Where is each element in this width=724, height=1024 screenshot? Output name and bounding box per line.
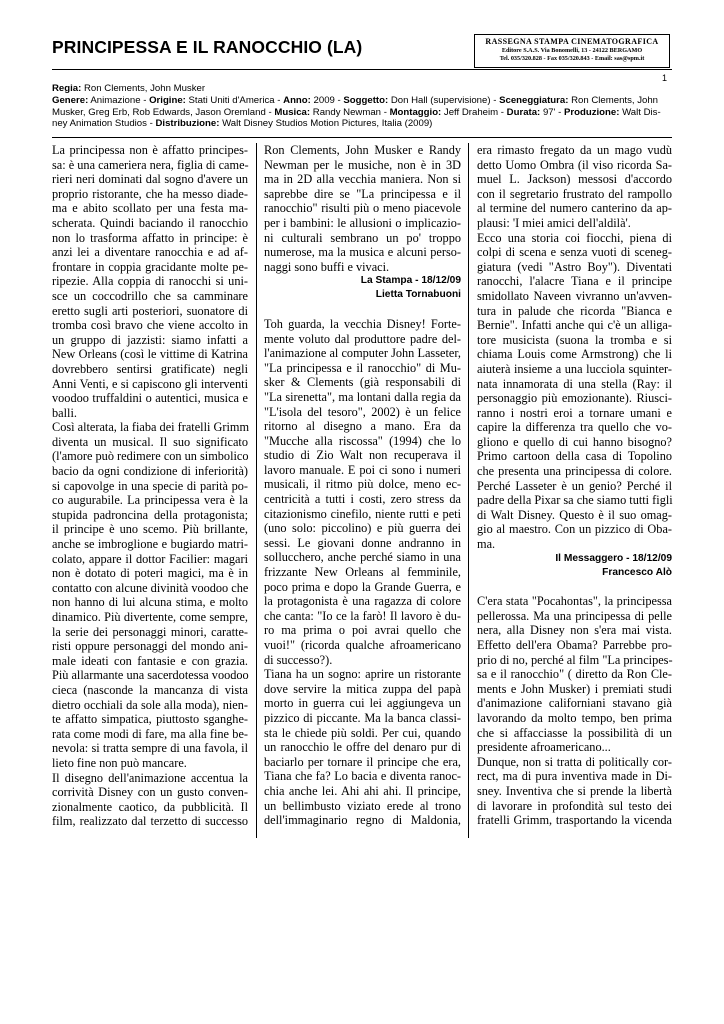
text-line: ritorno al disegno a mano. Era da	[264, 419, 461, 434]
text-line: naggi sono buffi e vivaci.	[264, 259, 390, 274]
text-line: gio al maestro. Con un pizzico di Oba-	[477, 522, 672, 537]
publisher-box	[474, 34, 670, 68]
text-line: che si affacciasse la possibilità di un	[477, 725, 672, 740]
text-line: eretto sugli arti posteriori, suonatore di	[52, 303, 248, 318]
text-line: chiama Louis come Armstrong) che li	[477, 347, 672, 362]
text-line: nera, alla Disney non s'era mai vista.	[477, 623, 672, 638]
text-line: non lo trasforma affatto in principe: è	[52, 230, 248, 245]
text-line: baciarlo per tornare il principe che era,	[264, 754, 461, 769]
text-line: Più allarmante una sacerdotessa voodoo	[52, 668, 249, 683]
text-line: era rimasto fregato da un mago vudù	[477, 143, 672, 157]
credits-line-3: Musker, Greg Erb, Rob Edwards, Jason Oremland - Musica: Randy Newman - Montaggio: Jeff Draheim - Durata: 97' - Produzione: Walt Dis-	[52, 106, 661, 118]
text-line: cieca (nasconde la mancanza di vista	[52, 682, 248, 697]
text-line: dinamico. Più divertente, come sempre,	[52, 610, 248, 624]
text-line: co augurabile. La principessa vera è la	[52, 493, 248, 508]
text-line: personaggio più emozionante). Riusci-	[477, 391, 672, 406]
column-divider-2	[468, 143, 469, 838]
text-line: un ranocchio le offre del denaro pur di	[264, 740, 461, 755]
text-line: anzi lei a diventare ranocchia e ad af-	[52, 245, 248, 260]
text-line: sker & Clements (già responsabili di	[264, 375, 461, 390]
text-line: (uno solo: piccolino) e più guerra dei	[264, 521, 461, 536]
page-number: 1	[662, 73, 668, 83]
text-line: padre della Pixar sa che siamo tutti figli	[477, 493, 673, 508]
article-column-1	[52, 143, 248, 829]
text-line: "La sirenetta", ma lontani dalla regia da	[264, 389, 461, 404]
text-line: di successo?).	[264, 652, 333, 667]
article-column-3	[477, 143, 672, 828]
text-line: un gruppo di jazzisti: siamo infatti a	[52, 332, 248, 347]
text-line: dovrebbero sentirsi gratificate) negli	[52, 361, 248, 376]
header-rule	[52, 69, 672, 70]
text-line: corrività Disney con un gusto conven-	[52, 785, 248, 800]
text-line: tromba così bravo che viene accolto in	[52, 318, 248, 333]
text-line: lieto fine non può mancare.	[52, 755, 187, 770]
text-line: Primo cartoon della casa di Topolino	[477, 449, 672, 464]
text-line: tura in palude che ricorda "Bianca e	[477, 303, 672, 318]
text-line: non è dotato di poteri magici, ma è in	[52, 566, 248, 581]
text-line: rata come modi di fare, ma alla fine be-	[52, 726, 248, 741]
text-line: giatura (vedi "Astro Boy"). Diventati	[477, 259, 672, 274]
text-line: studio di Zio Walt non recuperava il	[264, 448, 461, 463]
text-line: ranno i nostri eroi a tornare umani e	[477, 405, 672, 420]
text-line: morto in guerra cui lei aggiungeva un	[264, 696, 461, 711]
article-column-2	[264, 143, 461, 828]
text-line: sce un coccodrillo che sa camminare	[52, 288, 248, 303]
text-line: nevola: si tratta sempre di una favola, il	[52, 741, 248, 756]
text-line: la serie dei personaggi minori, caratte-	[52, 624, 248, 639]
text-line: non hanno di lui alcuna stima, e molto	[52, 595, 248, 610]
text-line: Perché Lasseter è un genio? Perché il	[477, 478, 672, 493]
text-line: muel L. Jackson) messosi d'accordo	[477, 172, 672, 187]
review-messaggero	[264, 317, 461, 828]
publisher-name: RASSEGNA STAMPA CINEMATOGRAFICA	[485, 37, 659, 46]
text-line: vuoi!" (ricorda qualche afroamericano	[264, 638, 461, 652]
text-line: il principe è uno scemo. Più brillante,	[52, 522, 248, 537]
review-messaggero-end	[477, 143, 672, 552]
text-line: numerose, ma la musica e alcuni perso-	[264, 245, 461, 260]
text-line: rieri neri dominati dal sogno d'avere un	[52, 172, 248, 187]
text-line: d'animazione californiani stavano già	[477, 696, 672, 711]
text-line: centricità a tutti i costi, zero stress da	[264, 492, 461, 507]
text-line: bacio da ogni condizione di inferiorità)	[52, 464, 248, 479]
text-line: ma e abito scollato per una festa ma-	[52, 201, 248, 216]
text-line: smidollato Naveen vivranno un'avven-	[477, 288, 672, 303]
text-line: al termine del numero canterino da ap-	[477, 201, 672, 216]
text-line: "L'isola del tesoro", 2002) è un felice	[264, 404, 461, 419]
text-line: "Mucche alla riscossa" (1994) che lo	[264, 433, 461, 448]
text-line: sa e il ranocchio" ( diretto da Ron Cle-	[477, 667, 672, 682]
text-line: tore musicista (suona la tromba e si	[477, 332, 672, 347]
review-third	[477, 594, 672, 828]
text-line: mente voluto dal produttore padre del-	[264, 331, 461, 346]
text-line: sessi. Le giovani donne andranno in	[264, 535, 461, 550]
text-line: prio di no, perché al film "La principes-	[477, 652, 673, 667]
text-line: voodoo truffaldini o autentici, musica e	[52, 391, 248, 406]
text-line: stupida padroncina della protagonista;	[52, 507, 248, 522]
text-line: Ron Clements, John Musker e Randy	[264, 143, 461, 157]
text-line: C'era stata "Pocahontas", la principessa	[477, 594, 672, 609]
text-line: che canta: "Io ce la farò! Il lavoro è du-	[264, 608, 461, 623]
text-line: saprebbe dire se "La principessa e il	[264, 186, 461, 201]
text-line: sney. Inventiva che si prende la libertà	[477, 783, 672, 798]
text-line: aiuterà insieme a una lucciola squinter-	[477, 361, 672, 376]
review-source: La Stampa - 18/12/09	[360, 275, 461, 287]
column-divider-1	[256, 143, 257, 838]
text-line: film, realizzato dal terzetto di successo	[52, 814, 248, 829]
text-line: balli.	[52, 405, 77, 420]
text-line: musicali, il ritmo più dolce, meno ec-	[264, 477, 461, 492]
text-line: Così alterata, la fiaba dei fratelli Grimm	[52, 420, 250, 435]
text-line: colato, appare il dottor Facilier: magari	[52, 551, 248, 566]
text-line: ma.	[477, 537, 496, 552]
text-line: scherata. Quindi baciando il ranocchio	[52, 215, 248, 230]
text-line: l'animazione al computer John Lasseter,	[264, 346, 461, 361]
text-line: per i bambini: le allusioni o implicazio-	[264, 215, 461, 230]
text-line: di Walt Disney. Questo è il suo omag-	[477, 507, 672, 522]
text-line: che presenta una principessa di colore.	[477, 464, 672, 479]
credits-line-1: Regia: Ron Clements, John Musker	[52, 83, 206, 94]
text-line: rect, ma di pura inventiva made in Di-	[477, 769, 672, 784]
text-line: ni culturali sembrano un po' troppo	[264, 230, 461, 245]
text-line: un bellimbusto viziato erede al trono	[264, 798, 461, 813]
text-line: male ideati con fantasie e con grazia.	[52, 653, 248, 668]
text-line: plausi: 'I miei amici dell'aldilà'.	[477, 215, 631, 230]
page-title: PRINCIPESSA E IL RANOCCHIO (LA)	[52, 37, 363, 57]
text-line: sta le chiede più soldi. Per cui, quando	[264, 725, 461, 740]
text-line: diventa un musical. Il suo significato	[52, 434, 248, 449]
text-line: contatto con alcune divinità voodoo che	[52, 580, 249, 595]
credits-rule	[52, 137, 672, 138]
text-line: si capovolge in una specie di parità po-	[52, 478, 248, 493]
text-line: lavoro manuale. E poi ci sono i numeri	[264, 462, 461, 477]
text-line: Toh guarda, la vecchia Disney! Forte-	[264, 316, 461, 331]
text-line: ranocchi, l'alacre Tiana e il principe	[477, 274, 672, 289]
text-line: presidente afroamericano...	[477, 740, 611, 755]
text-line: Newman per le musiche, non è in 3D	[264, 157, 461, 172]
review-author: Francesco Alò	[602, 566, 672, 578]
text-line: Effetto dell'era Obama? Parrebbe pro-	[477, 638, 672, 652]
text-line: di lavorare in profondità sul testo dei	[477, 798, 672, 813]
text-line: dietro occhiali da sole alla moda), nien-	[52, 697, 248, 712]
text-line: Bernie". Infatti anche qui c'è un alliga-	[477, 318, 672, 333]
review-stampa-end	[264, 143, 461, 274]
text-line: dove servire la mitica zuppa del papà	[264, 681, 461, 696]
text-line: te affatto simpatica, piuttosto sganghe-	[52, 712, 248, 727]
text-line: sollucchero, anche perché siamo in una	[264, 550, 461, 565]
text-line: Anni Venti, e si capiscono gli interventi	[52, 376, 248, 391]
text-line: Dunque, non si tratta di politically cor-	[477, 754, 672, 769]
text-line: Ecco una storia coi fiocchi, piena di	[477, 230, 672, 245]
text-line: poco prima e dopo la Grande Guerra, e	[264, 579, 461, 594]
text-line: risti oppure personaggi del mondo ani-	[52, 639, 248, 654]
text-line: colpi di scena e senza vuoti di sceneg-	[477, 245, 672, 260]
text-line: detto Uomo Ombra (il viso ricorda Sa-	[477, 157, 672, 172]
text-line: zionalmente caotico, da pubblicità. Il	[52, 799, 248, 814]
text-line: frizzante New Orleans al femminile,	[264, 565, 461, 580]
credits-line-2: Genere: Animazione - Origine: Stati Uniti d'America - Anno: 2009 - Soggetto: Don Hall (supervisione) - Sceneggiatura: Ron Clements, John	[52, 94, 658, 106]
text-line: ma in 2D alla vecchia maniera. Non si	[264, 172, 461, 187]
text-line: ripezie. Alla coppia di ranocchi si uni-	[52, 274, 248, 289]
review-source: Il Messaggero - 18/12/09	[555, 552, 672, 564]
text-line: chia anche lei. Ahi ahi ahi. Il principe,	[264, 783, 461, 798]
text-line: con il segretario frustrato del rampollo	[477, 186, 672, 201]
text-line: New Orleans (così le vittime di Katrina	[52, 347, 248, 362]
review-author: Lietta Tornabuoni	[375, 289, 461, 301]
text-line: pizzico di piccante. Ma la banca classi-	[264, 710, 461, 725]
text-line: citazionismo cinefilo, niente rutti e peti	[264, 506, 461, 521]
text-line: la protagonista è una ragazza di colore	[264, 594, 461, 609]
text-line: anche se imbroglione e bugiardo matri-	[52, 537, 248, 552]
text-line: sa: è una cameriera nera, figlia di came-	[52, 157, 249, 172]
text-line: "La principessa e il ranocchio" di Mu-	[264, 360, 461, 375]
text-line: Tiana ha un sogno: aprire un ristorante	[264, 667, 461, 682]
text-line: fratelli Grimm, trasportando la vicenda	[477, 813, 672, 828]
text-line: frontare in coppia gracidante molte pe-	[52, 259, 248, 274]
text-line: ranocchio" risulti più o meno piacevole	[264, 201, 461, 216]
text-line: dell'immaginario regno di Maldonia,	[264, 813, 461, 828]
text-line: ro ma prima o poi avrai quello che	[264, 623, 461, 638]
text-line: nata innamorata di una stella (Ray: il	[477, 376, 672, 391]
credits-line-4: ney Animation Studios - Distribuzione: Walt Disney Studios Motion Pictures, Italia (2009)	[52, 118, 433, 130]
text-line: lavorando da molto tempo, ben prima	[477, 710, 672, 725]
text-line: La principessa non è affatto principes-	[52, 143, 248, 157]
text-line: pellerossa. Ma una principessa di pelle	[477, 608, 672, 623]
text-line: proprio ristorante, che ha messo diade-	[52, 186, 248, 201]
text-line: capire la differenza tra quello che vo-	[477, 420, 672, 435]
text-line: (l'amore può redimere con un simbolico	[52, 449, 249, 464]
text-line: Tiana che fa? Lo bacia e diventa ranoc-	[264, 769, 461, 784]
text-line: Il disegno dell'animazione accentua la	[52, 770, 248, 785]
text-line: gliono e quello di cui hanno bisogno?	[477, 434, 672, 449]
publisher-contacts: Tel. 035/320.828 - Fax 035/320.843 - Email: sas@spm.it	[499, 55, 645, 62]
publisher-address: Editore S.A.S. Via Bonomelli, 13 - 24122 BERGAMO	[501, 47, 643, 54]
film-credits	[52, 83, 674, 130]
text-line: ments e John Musker) i premiati studi	[477, 681, 672, 696]
